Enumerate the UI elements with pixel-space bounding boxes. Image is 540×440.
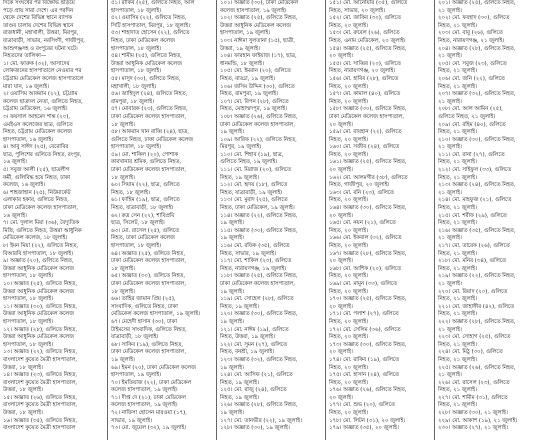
article-line: হাসপাতাল, ১৯ জুলাই।: [111, 372, 162, 379]
article-line: বাংলাদেশ কুয়েত মৈত্রী হাসপাতাল,: [3, 379, 78, 386]
article-line: ২১৩। অজ্ঞাত (২৪), গুলিতে নিহত,: [438, 182, 516, 189]
article-line: ২০ জুলাই।: [329, 167, 353, 174]
article-line: ২১১। মো. রানা (২৭), গুলিতে: [438, 151, 505, 158]
article-line: ১২০। অজ্ঞাত (৩০), গুলিতে নিহত,: [220, 311, 298, 318]
text-column-3: [217, 0, 324, 440]
article-line: ১৯ জুলাই।: [220, 410, 244, 417]
article-line: ২০৯। মো. রহিম (৪০), গুলিতে: [438, 121, 506, 128]
article-line: চট্টগ্রাম মেডিকেল কলেজ হাসপাতালে: [3, 75, 84, 82]
article-line: এলাকার হকার, গুলিতে নিহত,: [3, 197, 69, 204]
article-line: ১১৬। মো. রফিক (৩৫), গুলিতে: [220, 243, 290, 249]
article-line: নিহত, রামপুরা, ১৯ জুলাই।: [220, 91, 279, 98]
article-line: ৬০। সিয়াম (২২), ছাত্র, গুলিতে: [111, 182, 180, 189]
article-line: নিহত, ২১ জুলাই।: [438, 296, 477, 303]
article-line: ১১৭। মো. শাকিল (২৩), গুলিতে: [220, 258, 292, 265]
article-line: উত্তরা আধুনিক মেডিকেল কলেজ: [111, 60, 182, 67]
article-line: ১৬৭। অজ্ঞাত (২৮), গুলিতে নিহত,: [329, 250, 407, 257]
article-line: হাসপাতাল, ১৮ জুলাই।: [111, 7, 162, 14]
article-line: ১০৫। মো. ইমরান (২০), গুলিতে: [220, 68, 291, 75]
article-line: নিহত, নারায়ণগঞ্জ, ২১ জুলাই।: [438, 37, 505, 44]
article-line: ১১১। মো. মিরাজ (২০), গুলিতে: [220, 167, 292, 174]
article-line: ১৬০। মো. সজীব (২৪), গুলিতে: [329, 144, 400, 151]
article-line: হাসপাতাল, ১৮ জুলাই।: [3, 296, 54, 303]
article-line: ১১৮। অজ্ঞাত (২৫), গুলিতে নিহত,: [220, 273, 298, 280]
article-line: ১৬৪। অজ্ঞাত (৩০), গুলিতে নিহত,: [329, 205, 407, 212]
article-line: ৫৩। শাহাদাত হোসেন (২২), গুলিতে: [111, 30, 190, 37]
article-line: ৭২। নাফিসা হোসেন মারওয়া (১৭),: [111, 410, 187, 417]
article-line: মহাখালী, ১৮ জুলাই।: [111, 83, 157, 90]
article-line: ১৮ জুলাই।: [111, 174, 135, 181]
article-line: ৭। মো. দুলাল মিয়া (৩৬), বৈদ্যুতিক: [3, 220, 80, 227]
article-line: ২০৩। মো. বাবু (২৬), গুলিতে: [438, 30, 503, 37]
article-line: ১১। অজ্ঞাত (৩০), গুলিতে নিহত,: [3, 303, 78, 310]
article-line: ২০ জুলাই।: [329, 394, 353, 401]
article-line: ৫। সবুজ আলী (২৫), ছাত্রলীগ: [3, 167, 70, 174]
article-line: ২২৯। মো. আকাশ (১৯), ২১ জুলাই।: [438, 417, 518, 424]
article-line: ৭৩। মো. জুয়েল (৩২), ১৯ জুলাই।: [111, 425, 187, 432]
article-line: ২২২। অজ্ঞাত (২৮), গুলিতে নিহত,: [438, 318, 516, 325]
article-line: ৫৪। শামীম (২৫), গুলিতে নিহত,: [111, 53, 182, 60]
article-line: নিহত, মোহাম্মদপুর, ১৯ জুলাই।: [220, 106, 287, 113]
article-line: ২১৪। মো. মাহফুজ (২১), গুলিতে: [438, 197, 512, 204]
article-line: ১৫৭। মো. কামাল (৪০), গুলিতে: [329, 91, 401, 98]
article-line: ২১৬। অজ্ঞাত (৩৫), গুলিতে নিহত,: [438, 227, 516, 234]
article-line: ১৫১। মো. আনোয়ার (৩৫), গুলিতে: [329, 0, 408, 6]
article-line: মেডিকেল কলেজ, ১৮ জুলাই।: [3, 235, 68, 242]
article-line: নিহত, ২১ জুলাই।: [438, 220, 477, 227]
article-line: ৬৬। তাহির জামান প্রিয় (২৫),: [111, 296, 176, 303]
article-line: কলেজ হাসপাতাল, ১৯ জুলাই।: [111, 402, 178, 409]
article-line: ২১ জুলাই।: [438, 189, 462, 196]
article-line: হাসপাতাল, ১৮ জুলাই।: [3, 341, 54, 348]
article-line: ৩। ফয়সাল আহমেদ শান্ত (২০),: [3, 113, 71, 120]
article-line: লোকজনের হাসপাতালে নেওয়ার পর: [3, 68, 82, 75]
article-line: নিহত, ২০ জুলাই।: [329, 98, 368, 105]
article-line: ২২১। মো. জাহাঙ্গীর (৪২), গুলিতে: [438, 303, 515, 310]
article-line: ১৪। অজ্ঞাত (২৩), গুলিতে নিহত,: [3, 372, 78, 379]
article-line: নিহত, যাত্রাবাড়ী, ১৯ জুলাই।: [220, 189, 283, 196]
article-line: ২১৫। মো. শরীফ (২৯), গুলিতে: [438, 212, 507, 219]
article-line: হাসপাতাল, ১৮ জুলাই।: [111, 144, 162, 151]
article-line: ২২৪। মো. মিঠু (৩০), গুলিতে: [438, 349, 503, 356]
article-line: ১৫৫। মো. সাব্বির (২০), গুলিতে: [329, 60, 401, 67]
article-line: ১১০। মো. শিহাব (১৯), ছাত্র,: [220, 151, 284, 158]
article-line: নিহত, ২১ জুলাই।: [438, 250, 477, 257]
article-line: ২১২। মো. সাইফুল (৩৩), গুলিতে: [438, 167, 512, 174]
article-line: ১৬৯। মো. মামুন (৩৩), গুলিতে: [329, 280, 397, 287]
article-line: ১৯ জুলাই।: [220, 364, 244, 371]
article-line: ৯। অজ্ঞাত (২০), গুলিতে নিহত,: [3, 258, 74, 265]
article-line: ৫২। ওয়াসিম (২২), গুলিতে নিহত,: [111, 15, 187, 22]
article-line: ৭০। ইমতিয়াজ (২২), ঢাকা মেডিকেল: [111, 379, 192, 386]
article-line: ১৮ জুলাই।: [111, 288, 135, 295]
article-line: নিহত, ২১ জুলাই।: [438, 159, 477, 166]
article-line: যাত্রাবাড়ী, ১৮ জুলাই।: [111, 334, 159, 341]
article-line: ১২৬। অজ্ঞাত (২৮), গুলিতে নিহত,: [220, 402, 298, 409]
article-line: হাসপাতাল, ১৮ জুলাই।: [111, 243, 162, 249]
article-line: কলেজ হাসপাতাল, ১৯ জুলাই।: [220, 7, 287, 14]
article-line: নিহত, ২০ জুলাই।: [329, 288, 368, 295]
article-line: ২২৫। অজ্ঞাত (২৬), গুলিতে নিহত,: [438, 364, 516, 371]
article-line: ছাত্র, সিলেট, ১৮ জুলাই।: [111, 220, 165, 227]
article-line: ১। মো. ফারুক (৩২), আসাদের: [3, 60, 70, 67]
article-line: বাংলাদেশ কুয়েত মৈত্রী হাসপাতাল,: [3, 356, 78, 363]
article-line: নিহত, ২০ জুলাই।: [329, 334, 368, 341]
article-line: হাসপাতাল, ১৯ জুলাই।: [220, 30, 271, 37]
article-line: ২১০। অজ্ঞাত (৩০), গুলিতে নিহত,: [438, 136, 516, 143]
article-line: ১৯ জুলাই।: [220, 129, 244, 136]
article-line: ১১৯। মো. সোহেল (২৮), গুলিতে: [220, 296, 294, 303]
article-line: যাত্রাবাড়ী, সাভার, নরসিংদী, গাজীপুর,: [3, 37, 85, 44]
article-line: নিহত, ২০ জুলাই।: [329, 22, 368, 29]
article-line: ১২২। মো. সুমন (২৭), গুলিতে: [220, 341, 287, 348]
article-line: ১০। অজ্ঞাত (২৫), গুলিতে নিহত,: [3, 280, 78, 287]
article-line: গুলিতে নিহত, ২১ জুলাই।: [438, 113, 496, 120]
article-line: হাসপাতাল, ১৮ জুলাই।: [3, 273, 54, 280]
article-line: কলেজ হাসপাতাল, ১৯ জুলাই।: [111, 387, 178, 394]
article-line: ৫৫। মাসুদ (৩০), গুলিতে নিহত,: [111, 75, 181, 82]
article-line: ঢাকা মেডিকেল কলেজ হাসপাতাল,: [220, 280, 296, 287]
article-line: ২২৬। মো. রাসেল (২৩), গুলিতে: [438, 379, 510, 386]
article-line: ১৫২। মো. জাকির (৩০), গুলিতে: [329, 15, 401, 22]
article-line: উত্তরা আধুনিক মেডিকেল কলেজ: [3, 265, 74, 272]
article-line: ১৭৮। মো. লিটন (৩১), ২০ জুলাই।: [329, 417, 406, 424]
article-line: ৮। ইমন মিয়া (২২), গুলিতে নিহত,: [3, 243, 79, 249]
article-line: ১৭৯। অজ্ঞাত (৩৫), ২০ জুলাই।: [329, 425, 399, 432]
article-line: রামপুরা, ১৮ জুলাই।: [111, 98, 154, 105]
article-line: ঢাকা মেডিকেল কলেজ হাসপাতাল,: [220, 121, 296, 128]
article-line: ২৩০। অজ্ঞাত (২৭), ২১ জুলাই।: [438, 425, 508, 432]
article-line: ১২৫। মো. রাজু (২৪), গুলিতে: [220, 387, 287, 394]
article-line: ২১ জুলাই।: [438, 98, 462, 105]
article-line: ২০ জুলাই।: [329, 53, 353, 60]
article-line: ১৯ জুলাই।: [220, 288, 244, 295]
article-line: ১১৪। অজ্ঞাত (২২), গুলিতে নিহত,: [220, 212, 298, 219]
article-line: নিহত, এনাম মেডিকেল, ২০ জুলাই।: [329, 37, 406, 44]
article-line: নিহত, ১৯ জুলাই।: [220, 174, 259, 181]
article-line: ১০৬। জসিম উদ্দিন (৩০), গুলিতে: [220, 83, 295, 90]
article-line: হাসপাতাল, ১৮ জুলাই।: [3, 318, 54, 325]
article-line: ২১ জুলাই।: [438, 235, 462, 242]
article-line: বিআরবি হাসপাতাল, ১৮ জুলাই।: [3, 250, 74, 257]
article-line: উত্তরা আধুনিক মেডিকেল কলেজ: [3, 311, 74, 318]
article-line: ২১৮। মো. মনির (৩৪), গুলিতে: [438, 258, 506, 265]
article-line: ঢাকা মেডিকেল কলেজ হাসপাতাল,: [329, 113, 405, 120]
article-line: ১৭৩। অজ্ঞাত (৩০), গুলিতে নিহত,: [329, 341, 407, 348]
article-line: ২১ জুলাই।: [438, 53, 462, 60]
text-column-4: [326, 0, 433, 440]
article-line: ১৯ জুলাই।: [220, 318, 244, 325]
article-line: কারখানার শ্রমিক, গুলিতে নিহত,: [111, 159, 182, 166]
article-line: ১৬। অজ্ঞাত (৩৫), গুলিতে নিহত,: [3, 417, 78, 424]
article-line: ৫৭। মোবারক (২৩), গুলিতে নিহত,: [111, 106, 188, 113]
article-line: ১৬ জুলাই।: [3, 212, 27, 219]
article-line: ৫৯। মো. শাকিল (২০), পোশাক: [111, 151, 179, 158]
article-line: ২১ জুলাই।: [438, 144, 462, 151]
article-line: ২০ জুলাই।: [329, 349, 353, 356]
article-line: নিহত, ২০ জুলাই।: [329, 227, 368, 234]
article-line: নিহত, ২০ জুলাই।: [329, 273, 368, 280]
article-line: ১০৮। অজ্ঞাত (২৬), গুলিতে নিহত,: [220, 113, 298, 120]
article-line: নিহত, ২১ জুলাই।: [438, 68, 477, 75]
article-line: সিটি হাসপাতাল, মিরপুর, ১৮ জুলাই।: [111, 22, 190, 29]
article-line: ১৯ জুলাই।: [111, 356, 135, 363]
article-line: নিহত, ১৯ জুলাই।: [220, 303, 259, 310]
article-line: ১৫। অজ্ঞাত (২৬), গুলিতে নিহত,: [3, 394, 78, 401]
text-column-5: [435, 0, 540, 440]
article-line: ২০ জুলাই।: [329, 212, 353, 219]
text-column-2: [108, 0, 215, 440]
article-line: নিহত, ২০ জুলাই।: [329, 243, 368, 249]
article-line: উত্তরা আধুনিক মেডিকেল কলেজ: [220, 22, 291, 29]
article-line: ১২৭। মো. তানভীর (২২), ১৯ জুলাই।: [220, 417, 302, 424]
article-line: নিহত, ২১ জুলাই।: [438, 265, 477, 272]
article-line: নিহত, চট্টগ্রাম মেডিকেল কলেজ: [3, 129, 72, 136]
article-line: ১৭২। মো. সেলিম (৩৬), গুলিতে: [329, 326, 401, 333]
article-line: ৬২। রুদ্র সেন (২২), শাবিপ্রবি: [111, 212, 175, 219]
article-line: উত্তরা আধুনিক মেডিকেল কলেজ: [3, 334, 74, 341]
article-line: ঢাকা মেডিকেল কলেজ হাসপাতাল,: [111, 258, 187, 265]
article-line: ১৫৪। অজ্ঞাত (২৫), গুলিতে নিহত,: [329, 45, 407, 52]
article-line: ধানমন্ডি, ১৮ জুলাই।: [220, 60, 264, 67]
article-line: ২১ জুলাই।: [438, 7, 462, 14]
article-line: ১৮ জুলাই।: [111, 265, 135, 272]
article-line: কর্মী, গুলিবিদ্ধ হয়ে নিহত, ঢাকা: [3, 174, 71, 181]
article-line: কলেজ ছাত্রদল নেতা, গুলিতে নিহত,: [3, 98, 83, 105]
article-line: নিহত, ১৮ জুলাই।: [111, 189, 150, 196]
article-line: নিহত, বনশ্রী, ১৯ জুলাই।: [220, 349, 275, 356]
article-line: নিহত, ২১ জুলাই।: [438, 402, 477, 409]
article-line: মিরপুর, ১৯ জুলাই।: [220, 144, 262, 151]
article-line: ২০৫। মো. সবুজ (২৩), গুলিতে: [438, 60, 507, 67]
article-line: ১৫৮। অজ্ঞাত (৩০), গুলিতে নিহত,: [329, 106, 407, 113]
article-line: ঢাকা মেডিকেল কলেজ হাসপাতাল,: [111, 113, 187, 120]
article-line: ২২৭। মো. শামীম (৩১), গুলিতে: [438, 394, 508, 401]
article-line: ১৩। অজ্ঞাত (২২), গুলিতে নিহত,: [3, 349, 78, 356]
article-line: নিহত, ২১ জুলাই।: [438, 311, 477, 318]
article-line: ১৯ জুলাই।: [220, 235, 244, 242]
article-line: ২০৪। অজ্ঞাত (২৮), গুলিতে নিহত,: [438, 45, 516, 52]
article-line: উত্তরা, ১৮ জুলাই।: [3, 364, 43, 371]
article-line: ২০৬। মো. জনি (২২), গুলিতে: [438, 75, 505, 82]
article-line: নিহত, নারায়ণগঞ্জ, ২০ জুলাই।: [329, 68, 396, 75]
article-line: ২২০। মো. রিয়াদ (২০), গুলিতে: [438, 288, 508, 295]
article-line: উত্তরা আধুনিক মেডিকেল কলেজ: [3, 288, 74, 295]
article-line: ৪। আবু সাঈদ (২৫), বেরোবির: [3, 144, 69, 151]
article-line: ৬৪। অজ্ঞাত (২৫), গুলিতে নিহত,: [111, 250, 186, 257]
article-line: ১৫৬। মো. হাবিব (২৮), গুলিতে: [329, 75, 399, 82]
article-line: ৬৮। সাকিব (১৯), গুলিতে নিহত,: [111, 341, 184, 348]
article-line: ২১৭। মো. তারেক (২৬), গুলিতে: [438, 243, 510, 249]
article-line: ১০২। অজ্ঞাত (২৫), গুলিতে নিহত,: [220, 15, 298, 22]
article-line: ১০৩। নাঈমা সুলতানা (১৫), ছাত্রী,: [220, 37, 296, 44]
article-line: ১৭৬। অজ্ঞাত (২৬), গুলিতে নিহত,: [329, 387, 407, 394]
article-line: ২২৮। অজ্ঞাত (৩০), ২১ জুলাই।: [438, 410, 508, 417]
article-line: নিহত, ১৯ জুলাই।: [220, 394, 259, 401]
article-line: নিহত, ২০ জুলাই।: [329, 151, 368, 158]
article-line: থেকে দেশের বিভিন্ন স্থানে ব্যাপক: [3, 15, 73, 22]
article-line: ১৫৩। মো. রুবেল (২৬), গুলিতে: [329, 30, 400, 37]
article-line: হাসপাতাল, ১৮ জুলাই।: [111, 45, 162, 52]
article-line: নিহত, ২১ জুলাই।: [438, 341, 477, 348]
article-line: নিহত, উত্তরা, ১৯ জুলাই।: [220, 334, 275, 341]
article-line: উত্তরা, ১৮ জুলাই।: [3, 387, 43, 394]
article-line: সাভার, ১৯ জুলাই।: [111, 417, 152, 424]
article-line: গুলিতে নিহত, ১৯ জুলাই।: [220, 159, 278, 166]
article-line: নিহত, ২১ জুলাই।: [438, 356, 477, 363]
article-line: নিহতদের তালিকা—: [3, 53, 47, 60]
article-line: নিহত, নারায়ণগঞ্জ, ১৯ জুলাই।: [220, 265, 287, 272]
article-line: কলেজ, ১৬ জুলাই।: [3, 182, 46, 189]
article-line: ১৭০। অজ্ঞাত (২৫), গুলিতে নিহত,: [329, 296, 407, 303]
article-line: ১২৮। অজ্ঞাত (৩০), ১৯ জুলাই।: [220, 425, 290, 432]
article-line: ১১৩। মো. মুরাদ (২৫), গুলিতে: [220, 197, 288, 204]
article-line: ১০৪। ফারহান ফাইয়াজ (১৭), ছাত্র,: [220, 53, 297, 60]
article-line: ২১ জুলাই।: [438, 280, 462, 287]
article-line: ১২৩। অজ্ঞাত (৩২), গুলিতে নিহত,: [220, 356, 298, 363]
article-line: ঢাকা মেডিকেল কলেজ হাসপাতাল,: [111, 167, 187, 174]
article-line: ছাত্র, পুলিশের গুলিতে নিহত, রংপুর,: [3, 151, 82, 158]
article-line: নিহত, ২০ জুলাই।: [329, 197, 368, 204]
article-line: ৫৮। আকরাম খান রাব্বি (২৪), ছাত্র,: [111, 129, 189, 136]
article-line: উত্তরা, ১৯ জুলাই।: [220, 45, 260, 52]
article-line: নিহত, সাভার, ১৯ জুলাই।: [220, 250, 277, 257]
article-line: ২০ জুলাই।: [329, 121, 353, 128]
article-line: বাংলাদেশ কুয়েত মৈত্রী হাসপাতাল: [3, 425, 76, 432]
article-line: ২২৩। মো. সোহাগ (২৫), গুলিতে: [438, 334, 511, 341]
article-line: ২০৮। মো. আল আমিন (২৫),: [438, 106, 504, 113]
article-line: ১৬২। মো. আলমগীর (৩৮), গুলিতে: [329, 174, 408, 181]
article-line: মিস্ত্রি, গুলিতে নিহত, উত্তরা আধুনিক: [3, 227, 82, 234]
article-line: এমইএস কলেজের ছাত্র, গুলিতে: [3, 121, 73, 128]
article-line: ১৭৫। মো. হাসান (২৪), গুলিতে: [329, 372, 399, 379]
article-line: গুলিতে নিহত, ঢাকা মেডিকেল কলেজ: [111, 136, 194, 143]
article-line: ৬১। ফাহিম (১৯), ছাত্র, গুলিতে: [111, 197, 180, 204]
article-line: তাণ্ডব চালায় দেশের বিভিন্ন স্থানে: [3, 22, 74, 29]
article-line: ১২। অজ্ঞাত (২৮), গুলিতে নিহত,: [3, 326, 78, 333]
article-line: ৫১। রাকিব (২৫), গুলিতে নিহত, আল: [111, 0, 195, 6]
article-line: নিহত, গাজীপুর, ২০ জুলাই।: [329, 182, 390, 189]
article-line: ২০১। অজ্ঞাত (২৫), গুলিতে নিহত,: [438, 0, 516, 6]
article-line: ১৫৯। মো. রায়হান (২২), গুলিতে: [329, 129, 402, 136]
article-line: নিহত, ঢাকা মেডিকেল, ১৯ জুলাই।: [220, 205, 295, 212]
article-line: বাংলাদেশ কুয়েত মৈত্রী হাসপাতাল,: [3, 402, 78, 409]
article-line: নিহত, ২১ জুলাই।: [438, 174, 477, 181]
article-line: ১১৫। অজ্ঞাত (৩০), গুলিতে নিহত,: [220, 227, 298, 234]
article-line: ৬৯। ইমন (২০), ঢাকা মেডিকেল কলেজ: [111, 364, 196, 371]
article-line: হাসপাতাল, ১৬ জুলাই।: [3, 136, 54, 143]
article-line: নিহত, ২০ জুলাই।: [329, 318, 368, 325]
article-line: পড়ে প্রায় সারা দেশে। এর পরদিন: [3, 7, 74, 14]
article-line: মেডিকেল কলেজ হাসপাতাল, ১৯ জুলাই।: [111, 311, 200, 318]
article-line: ২০২। মো. ফরহাদ (৩০), গুলিতে: [438, 15, 510, 22]
article-line: ১০৭। মো. রিপন (২৮), গুলিতে: [220, 98, 289, 105]
article-line: ২১ জুলাই।: [438, 326, 462, 333]
article-line: ১০১। অজ্ঞাত (৩০), ঢাকা মেডিকেল: [220, 0, 299, 6]
article-line: নিহত, ২০ জুলাই।: [329, 83, 368, 90]
article-line: ১১২। মো. হৃদয় (১৮), গুলিতে: [220, 182, 288, 189]
text-column-1: [0, 0, 106, 440]
article-line: ১৬৮। মো. আশিক (২০), গুলিতে: [329, 265, 402, 272]
article-line: ২১৯। অজ্ঞাত (২২), গুলিতে নিহত,: [438, 273, 516, 280]
article-line: ১২১। মো. নাঈম (১৯), গুলিতে: [220, 326, 289, 333]
article-line: ৬৭। মেহেদী হাসান (৩০), ঢাকা: [111, 318, 177, 325]
article-line: হাসপাতাল, ১৮ জুলাই।: [111, 68, 162, 75]
article-line: ১৬১। অজ্ঞাত (২৫), গুলিতে নিহত,: [329, 159, 407, 166]
article-line: ঢাকা মেডিকেল কলেজ হাসপাতাল,: [111, 349, 187, 356]
article-line: নিহত, সাভার, ২০ জুলাই।: [329, 7, 386, 14]
article-line: চট্টগ্রাম মেডিকেল, ১৬ জুলাই।: [3, 106, 68, 113]
article-line: ১৮ জুলাই।: [111, 121, 135, 128]
article-line: ৬। শাহজাহান (২৫), নিউমার্কেট: [3, 189, 71, 196]
article-line: নিহত, ২১ জুলাই।: [438, 129, 477, 136]
article-line: ১০৯। আরিফ (২২), গুলিতে নিহত,: [220, 136, 297, 143]
article-line: নিহত, ১৯ জুলাই।: [220, 379, 259, 386]
article-line: নিহত, ২১ জুলাই।: [438, 387, 477, 394]
article-line: নিহত, ২০ জুলাই।: [329, 410, 368, 417]
article-line: সাংবাদিক, গুলিতে নিহত, ঢাকা: [111, 303, 178, 310]
article-line: নিহত, ২১ জুলাই।: [438, 205, 477, 212]
article-line: ২০ জুলাই।: [329, 303, 353, 310]
article-line: নিহত, ২০ জুলাই।: [329, 136, 368, 143]
article-line: উত্তরা, ১৮ জুলাই।: [3, 410, 43, 417]
article-line: নিহত, ২০ জুলাই।: [329, 379, 368, 386]
article-line: ১২৪। মো. আসিফ (২১), গুলিতে: [220, 372, 293, 379]
article-line: নিহত, যাত্রাবাড়ী, ১৮ জুলাই।: [111, 205, 174, 212]
article-line: আশুগঞ্জসহ ও রংপুরের ঘটনা ঘটে।: [3, 45, 78, 52]
article-line: নিহত, ২১ জুলাই।: [438, 83, 477, 90]
article-line: নিহত, ঢাকা মেডিকেল কলেজ: [111, 37, 175, 44]
article-line: ৬৩। মো. রাসেল (২৫), গুলিতে: [111, 227, 179, 234]
article-line: ১৬৫। মো. নয়ন (২১), গুলিতে: [329, 220, 396, 227]
article-line: ঢাকা মেডিকেল কলেজ হাসপাতাল,: [111, 280, 187, 287]
article-line: ঢাকা মেডিকেল কলেজ হাসপাতাল,: [3, 205, 79, 212]
article-line: ১৯ জুলাই।: [220, 220, 244, 227]
article-line: নিহত, বাড্ডা, ১৯ জুলাই।: [220, 75, 275, 82]
article-line: নিহত, ঢাকা মেডিকেল কলেজ: [111, 235, 175, 242]
article-line: মারা যান, ১৬ জুলাই।: [3, 83, 49, 90]
article-line: ৫৬। জাহিদুল (২৪), গুলিতে নিহত,: [111, 91, 188, 98]
article-line: নিহত, ২১ জুলাই।: [438, 22, 477, 29]
article-line: ৬৫। অজ্ঞাত (৩০), গুলিতে নিহত,: [111, 273, 186, 280]
article-line: টাইমসের সাংবাদিক, গুলিতে নিহত,: [111, 326, 187, 333]
article-line: ১৬৬। মো. ইকবাল (৩২), গুলিতে: [329, 235, 402, 242]
article-line: ১৬ জুলাই।: [3, 159, 27, 166]
article-line: ১৬৩। মো. রনি (২৩), গুলিতে: [329, 189, 394, 196]
article-line: ২। ওয়াসিম আকরাম (২২), চট্টগ্রাম: [3, 91, 78, 98]
article-line: নিহত, ২০ জুলাই।: [329, 364, 368, 371]
article-line: দিকে সংঘর্ষের পর বিক্ষোভ ছড়িয়ে: [3, 0, 75, 6]
article-line: ২০ জুলাই।: [329, 258, 353, 265]
article-line: ১৭১। মো. পলাশ (২৭), গুলিতে: [329, 311, 399, 318]
article-line: ১৭৪। মো. রাকিব (১৯), গুলিতে: [329, 356, 400, 363]
article-line: ২১ জুলাই।: [438, 372, 462, 379]
article-line: ৭১। দীপ্ত দে (২১), ঢাকা মেডিকেল: [111, 394, 186, 401]
article-line: ২০৭। অজ্ঞাত (৩২), গুলিতে নিহত,: [438, 91, 516, 98]
article-line: রাজধানী, মহাখালী, উত্তরা, মিরপুর,: [3, 30, 79, 37]
article-line: ১৭৭। মো. শুভ (২০), গুলিতে: [329, 402, 395, 409]
